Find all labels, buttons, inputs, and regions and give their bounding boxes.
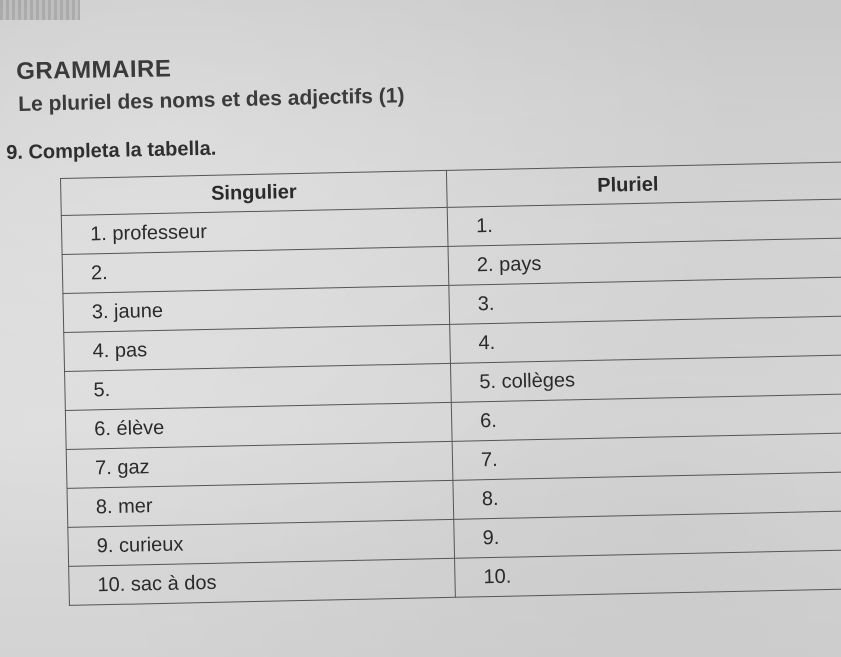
- singular-cell: 9. curieux: [68, 519, 455, 566]
- plural-cell: 1.: [447, 199, 841, 247]
- header-pluriel: Pluriel: [446, 162, 841, 208]
- singular-cell: 8. mer: [67, 480, 454, 527]
- singular-cell: 6. élève: [65, 402, 452, 449]
- exercise-instruction: 9. Completa la tabella.: [6, 137, 217, 164]
- plural-cell: 8.: [453, 472, 841, 520]
- lesson-subtitle: Le pluriel des noms et des adjectifs (1): [18, 84, 405, 116]
- plural-cell: 2. pays: [448, 238, 841, 286]
- singular-cell: 7. gaz: [66, 441, 453, 488]
- plural-exercise-table: [60, 161, 841, 606]
- singular-cell: 5.: [65, 363, 452, 410]
- singular-cell: 10. sac à dos: [69, 558, 456, 605]
- exercise-table-wrapper: [60, 161, 841, 606]
- plural-cell: 5. collèges: [450, 355, 841, 403]
- plural-cell: 3.: [449, 277, 841, 325]
- plural-cell: 10.: [455, 550, 841, 598]
- singular-cell: 1. professeur: [61, 207, 448, 254]
- singular-cell: 4. pas: [64, 324, 451, 371]
- plural-cell: 7.: [452, 433, 841, 481]
- singular-cell: 2.: [62, 246, 449, 293]
- section-title: GRAMMAIRE: [16, 55, 172, 85]
- plural-cell: 9.: [454, 511, 841, 559]
- header-singulier: Singulier: [61, 170, 448, 215]
- plural-cell: 6.: [451, 394, 841, 442]
- plural-cell: 4.: [450, 316, 841, 364]
- corner-print-mark: [0, 0, 80, 20]
- singular-cell: 3. jaune: [63, 285, 450, 332]
